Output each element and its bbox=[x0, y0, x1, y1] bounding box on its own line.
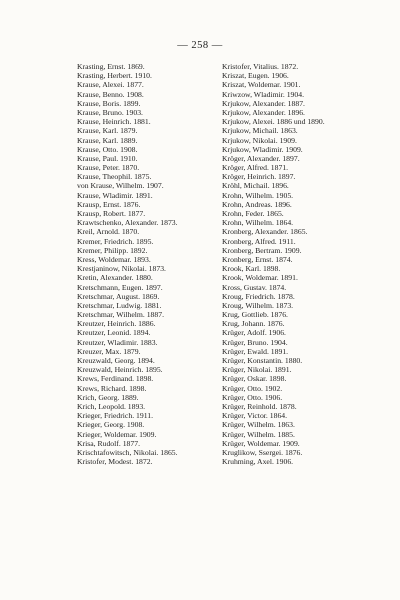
register-entry: Krasting, Herbert. 1910. bbox=[77, 71, 152, 81]
register-entry: Kriwzow, Wladimir. 1904. bbox=[222, 89, 304, 99]
register-entry: Kroug, Friedrich. 1878. bbox=[222, 291, 295, 301]
register-entry: Kreuzer, Max. 1879. bbox=[77, 346, 141, 356]
register-entry: Kröhl, Michail. 1896. bbox=[222, 181, 289, 191]
register-entry: Krasting, Ernst. 1869. bbox=[77, 62, 145, 71]
register-entry: Krieger, Friedrich. 1911. bbox=[77, 411, 154, 421]
register-entry: Krause, Paul. 1910. bbox=[77, 153, 138, 163]
register-entry: Kronberg, Alfred. 1911. bbox=[222, 236, 296, 246]
register-entry: Krause, Wladimir. 1891. bbox=[77, 190, 153, 200]
register-entry: Krook, Karl. 1898. bbox=[222, 264, 281, 274]
register-entry: Kronberg, Alexander. 1865. bbox=[222, 227, 308, 237]
register-entry: Kriszat, Eugen. 1906. bbox=[222, 71, 289, 81]
register-entry: Kruhming, Axel. 1906. bbox=[222, 457, 294, 467]
register-entry: Krohn, Andreas. 1896. bbox=[222, 199, 292, 209]
register-entry: Kriszat, Woldemar. 1901. bbox=[222, 80, 301, 90]
register-entry: Krjukow, Wladimir. 1909. bbox=[222, 144, 303, 154]
register-entry: Krüger, Nikolai. 1891. bbox=[222, 365, 292, 375]
register-entry: Krause, Karl. 1879. bbox=[77, 126, 138, 136]
register-entry: Krause, Peter. 1870. bbox=[77, 163, 140, 173]
register-entry: Krause, Theophil. 1875. bbox=[77, 172, 152, 182]
register-entry: Krüger, Woldemar. 1909. bbox=[222, 438, 300, 448]
register-entry: Kretschmar, August. 1869. bbox=[77, 291, 160, 301]
register-entry: Krug, Johann. 1876. bbox=[222, 319, 285, 329]
register-entry: Krohn, Wilhelm. 1905. bbox=[222, 190, 294, 200]
register-entry: Kremer, Friedrich. 1895. bbox=[77, 236, 154, 246]
register-entry: Kristofer, Modest. 1872. bbox=[77, 457, 153, 467]
register-entry: Krjukow, Alexander. 1896. bbox=[222, 107, 305, 117]
register-entry: Krieger, Woldemar. 1909. bbox=[77, 429, 157, 439]
register-entry: Kreuzwald, Georg. 1894. bbox=[77, 356, 155, 365]
register-entry: Krause, Boris. 1899. bbox=[77, 98, 141, 108]
register-entry: Krohn, Feder. 1865. bbox=[222, 209, 284, 218]
register-entry: Krook, Woldemar. 1891. bbox=[222, 273, 298, 283]
register-entry: Kröger, Heinrich. 1897. bbox=[222, 172, 296, 182]
register-entry: Krause, Heinrich. 1881. bbox=[77, 117, 151, 127]
register-entry: Krjukow, Alexei. 1886 und 1890. bbox=[222, 117, 325, 127]
register-entry: Krüger, Otto. 1902. bbox=[222, 383, 283, 393]
register-entry: Krews, Ferdinand. 1898. bbox=[77, 374, 154, 384]
register-entry: Krause, Bruno. 1903. bbox=[77, 107, 143, 117]
register-entry: Krestjaninow, Nikolai. 1873. bbox=[77, 264, 166, 274]
register-entry: Krüger, Wilhelm. 1863. bbox=[222, 420, 295, 430]
register-entry: Krüger, Ewald. 1891. bbox=[222, 346, 289, 356]
register-entry: Krausp, Robert. 1877. bbox=[77, 209, 146, 218]
register-entry: Kretschmann, Eugen. 1897. bbox=[77, 282, 163, 292]
register-entry: Krüger, Otto. 1906. bbox=[222, 392, 283, 402]
register-entry: Krause, Alexei. 1877. bbox=[77, 80, 144, 90]
register-entry: Krjukow, Michail. 1863. bbox=[222, 126, 298, 136]
register-entry: Krich, Leopold. 1893. bbox=[77, 401, 146, 411]
register-entry: Kronberg, Ernst. 1874. bbox=[222, 254, 293, 264]
register-entry: Kross, Gustav. 1874. bbox=[222, 282, 287, 292]
register-entry: Krüger, Adolf. 1906. bbox=[222, 328, 286, 338]
register-entry: Krausp, Ernst. 1876. bbox=[77, 199, 141, 209]
register-entry: Kroug, Wilhelm. 1873. bbox=[222, 300, 294, 310]
register-entry: Krews, Richard. 1898. bbox=[77, 383, 147, 393]
register-entry: Krieger, Georg. 1908. bbox=[77, 420, 145, 430]
register-entry: Kretschmar, Wilhelm. 1887. bbox=[77, 310, 164, 320]
register-entry: Kröger, Alexander. 1897. bbox=[222, 153, 300, 163]
register-entry: Krüger, Bruno. 1904. bbox=[222, 337, 288, 347]
register-entry: Kreutzer, Leonid. 1894. bbox=[77, 328, 151, 338]
register-entry: Kress, Woldemar. 1893. bbox=[77, 254, 151, 264]
register-entry: Krüger, Reinhold. 1878. bbox=[222, 401, 297, 411]
register-entry: Krüger, Wilhelm. 1885. bbox=[222, 429, 295, 439]
register-entry: Kreuzwald, Heinrich. 1895. bbox=[77, 365, 163, 375]
register-entry: Kreutzer, Heinrich. 1886. bbox=[77, 319, 156, 329]
register-entry: Kruglikow, Ssergei. 1876. bbox=[222, 447, 303, 457]
register-entry: Kretschmar, Ludwig. 1881. bbox=[77, 300, 162, 310]
register-entry: Krisa, Rudolf. 1877. bbox=[77, 438, 140, 448]
register-entry: Krause, Otto. 1908. bbox=[77, 144, 138, 154]
register-entry: Krüger, Konstantin. 1880. bbox=[222, 356, 303, 365]
register-entry: Kretin, Alexander. 1880. bbox=[77, 273, 153, 283]
register-entry: Kremer, Philipp. 1892. bbox=[77, 245, 148, 255]
register-entry: Krause, Benno. 1908. bbox=[77, 89, 144, 99]
register-entry: Kreutzer, Wladimir. 1883. bbox=[77, 337, 158, 347]
register-entry: Krjukow, Nikolai. 1909. bbox=[222, 135, 297, 145]
register-entry: Krüger, Oskar. 1898. bbox=[222, 374, 287, 384]
right-column bbox=[222, 62, 325, 466]
register-entry: Krause, Karl. 1889. bbox=[77, 135, 138, 145]
register-entry: Krischtafowitsch, Nikolai. 1865. bbox=[77, 447, 178, 457]
page-number: — 258 — bbox=[177, 40, 223, 51]
register-entry: Krjukow, Alexander. 1887. bbox=[222, 98, 305, 108]
register-entry: Kronberg, Bertram. 1909. bbox=[222, 245, 302, 255]
register-entry: Krug, Gottlieb. 1876. bbox=[222, 310, 288, 320]
register-entry: Kristofer, Vitalius. 1872. bbox=[222, 62, 299, 71]
left-column bbox=[77, 62, 178, 466]
register-entry: Krich, Georg. 1889. bbox=[77, 392, 139, 402]
register-entry: Krawtschenko, Alexander. 1873. bbox=[77, 218, 178, 228]
register-entry: von Krause, Wilhelm. 1907. bbox=[77, 181, 164, 191]
register-entry: Krohn, Wilhelm. 1864. bbox=[222, 218, 294, 228]
register-entry: Kröger, Alfred. 1871. bbox=[222, 163, 289, 173]
register-entry: Kreil, Arnold. 1870. bbox=[77, 227, 140, 237]
register-entry: Krüger, Victor. 1864. bbox=[222, 411, 288, 421]
